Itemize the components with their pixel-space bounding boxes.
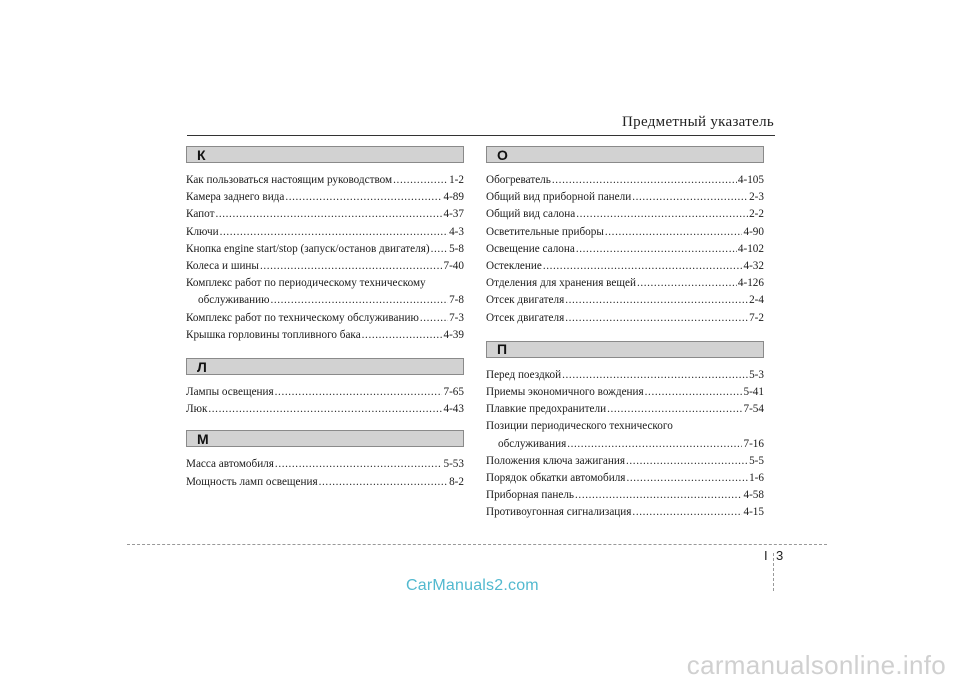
letter-heading: Л xyxy=(186,358,464,375)
index-entry[interactable]: Комплекс работ по техническому обслуживанию ..... 7-3 xyxy=(186,310,464,327)
index-section-k xyxy=(186,146,464,344)
section-number: I xyxy=(764,548,768,563)
letter-heading: П xyxy=(486,341,764,358)
index-entry[interactable]: Как пользоваться настоящим руководством ..... 1-2 xyxy=(186,172,464,189)
footer-watermark[interactable]: carmanualsonline.info xyxy=(686,650,946,680)
index-entry[interactable]: Кнопка engine start/stop (запуск/останов двигателя) ..... 5-8 xyxy=(186,241,464,258)
index-entry[interactable]: Люк ..... 4-43 xyxy=(186,401,464,418)
index-section-l xyxy=(186,358,464,418)
index-entry[interactable]: Камера заднего вида ..... 4-89 xyxy=(186,189,464,206)
index-column-left xyxy=(186,146,464,491)
page-trim-line xyxy=(127,544,827,545)
index-entry[interactable]: Общий вид приборной панели ..... 2-3 xyxy=(486,189,764,206)
index-entry[interactable]: Позиции периодического технического обслуживания ..... 7-16 xyxy=(486,418,764,452)
header-rule xyxy=(187,135,775,136)
index-entry[interactable]: Отделения для хранения вещей ..... 4-126 xyxy=(486,275,764,292)
index-entry[interactable]: Противоугонная сигнализация ..... 4-15 xyxy=(486,504,764,521)
index-column-right xyxy=(486,146,764,522)
index-entry[interactable]: Отсек двигателя ..... 7-2 xyxy=(486,310,764,327)
index-entry[interactable]: Обогреватель ..... 4-105 xyxy=(486,172,764,189)
page-number-value: 3 xyxy=(776,548,784,563)
index-entry[interactable]: Осветительные приборы ..... 4-90 xyxy=(486,224,764,241)
index-entry[interactable]: Приборная панель ..... 4-58 xyxy=(486,487,764,504)
index-entry[interactable]: Положения ключа зажигания ..... 5-5 xyxy=(486,453,764,470)
index-entry[interactable]: Крышка горловины топливного бака ..... 4-39 xyxy=(186,327,464,344)
watermark-link[interactable]: CarManuals2.com xyxy=(406,577,539,594)
letter-heading: О xyxy=(486,146,764,163)
index-entry[interactable]: Масса автомобиля ..... 5-53 xyxy=(186,456,464,473)
index-entry[interactable]: Остекление ..... 4-32 xyxy=(486,258,764,275)
page-title: Предметный указатель xyxy=(622,114,774,130)
page-trim-vertical xyxy=(773,553,774,591)
index-section-m xyxy=(186,430,464,490)
index-entry[interactable]: Комплекс работ по периодическому техническому обслуживанию ..... 7-8 xyxy=(186,275,464,309)
index-entry[interactable]: Порядок обкатки автомобиля ..... 1-6 xyxy=(486,470,764,487)
index-entry[interactable]: Мощность ламп освещения ..... 8-2 xyxy=(186,474,464,491)
index-section-p xyxy=(486,341,764,522)
letter-heading: К xyxy=(186,146,464,163)
index-entry[interactable]: Ключи ..... 4-3 xyxy=(186,224,464,241)
index-entry[interactable]: Общий вид салона ..... 2-2 xyxy=(486,206,764,223)
index-entry[interactable]: Капот ..... 4-37 xyxy=(186,206,464,223)
index-entry[interactable]: Отсек двигателя ..... 2-4 xyxy=(486,292,764,309)
index-entry[interactable]: Лампы освещения ..... 7-65 xyxy=(186,384,464,401)
letter-heading: М xyxy=(186,430,464,447)
index-entry[interactable]: Освещение салона ..... 4-102 xyxy=(486,241,764,258)
index-section-o xyxy=(486,146,764,327)
index-entry[interactable]: Плавкие предохранители ..... 7-54 xyxy=(486,401,764,418)
index-entry[interactable]: Приемы экономичного вождения ..... 5-41 xyxy=(486,384,764,401)
index-entry[interactable]: Перед поездкой ..... 5-3 xyxy=(486,367,764,384)
index-entry[interactable]: Колеса и шины ..... 7-40 xyxy=(186,258,464,275)
